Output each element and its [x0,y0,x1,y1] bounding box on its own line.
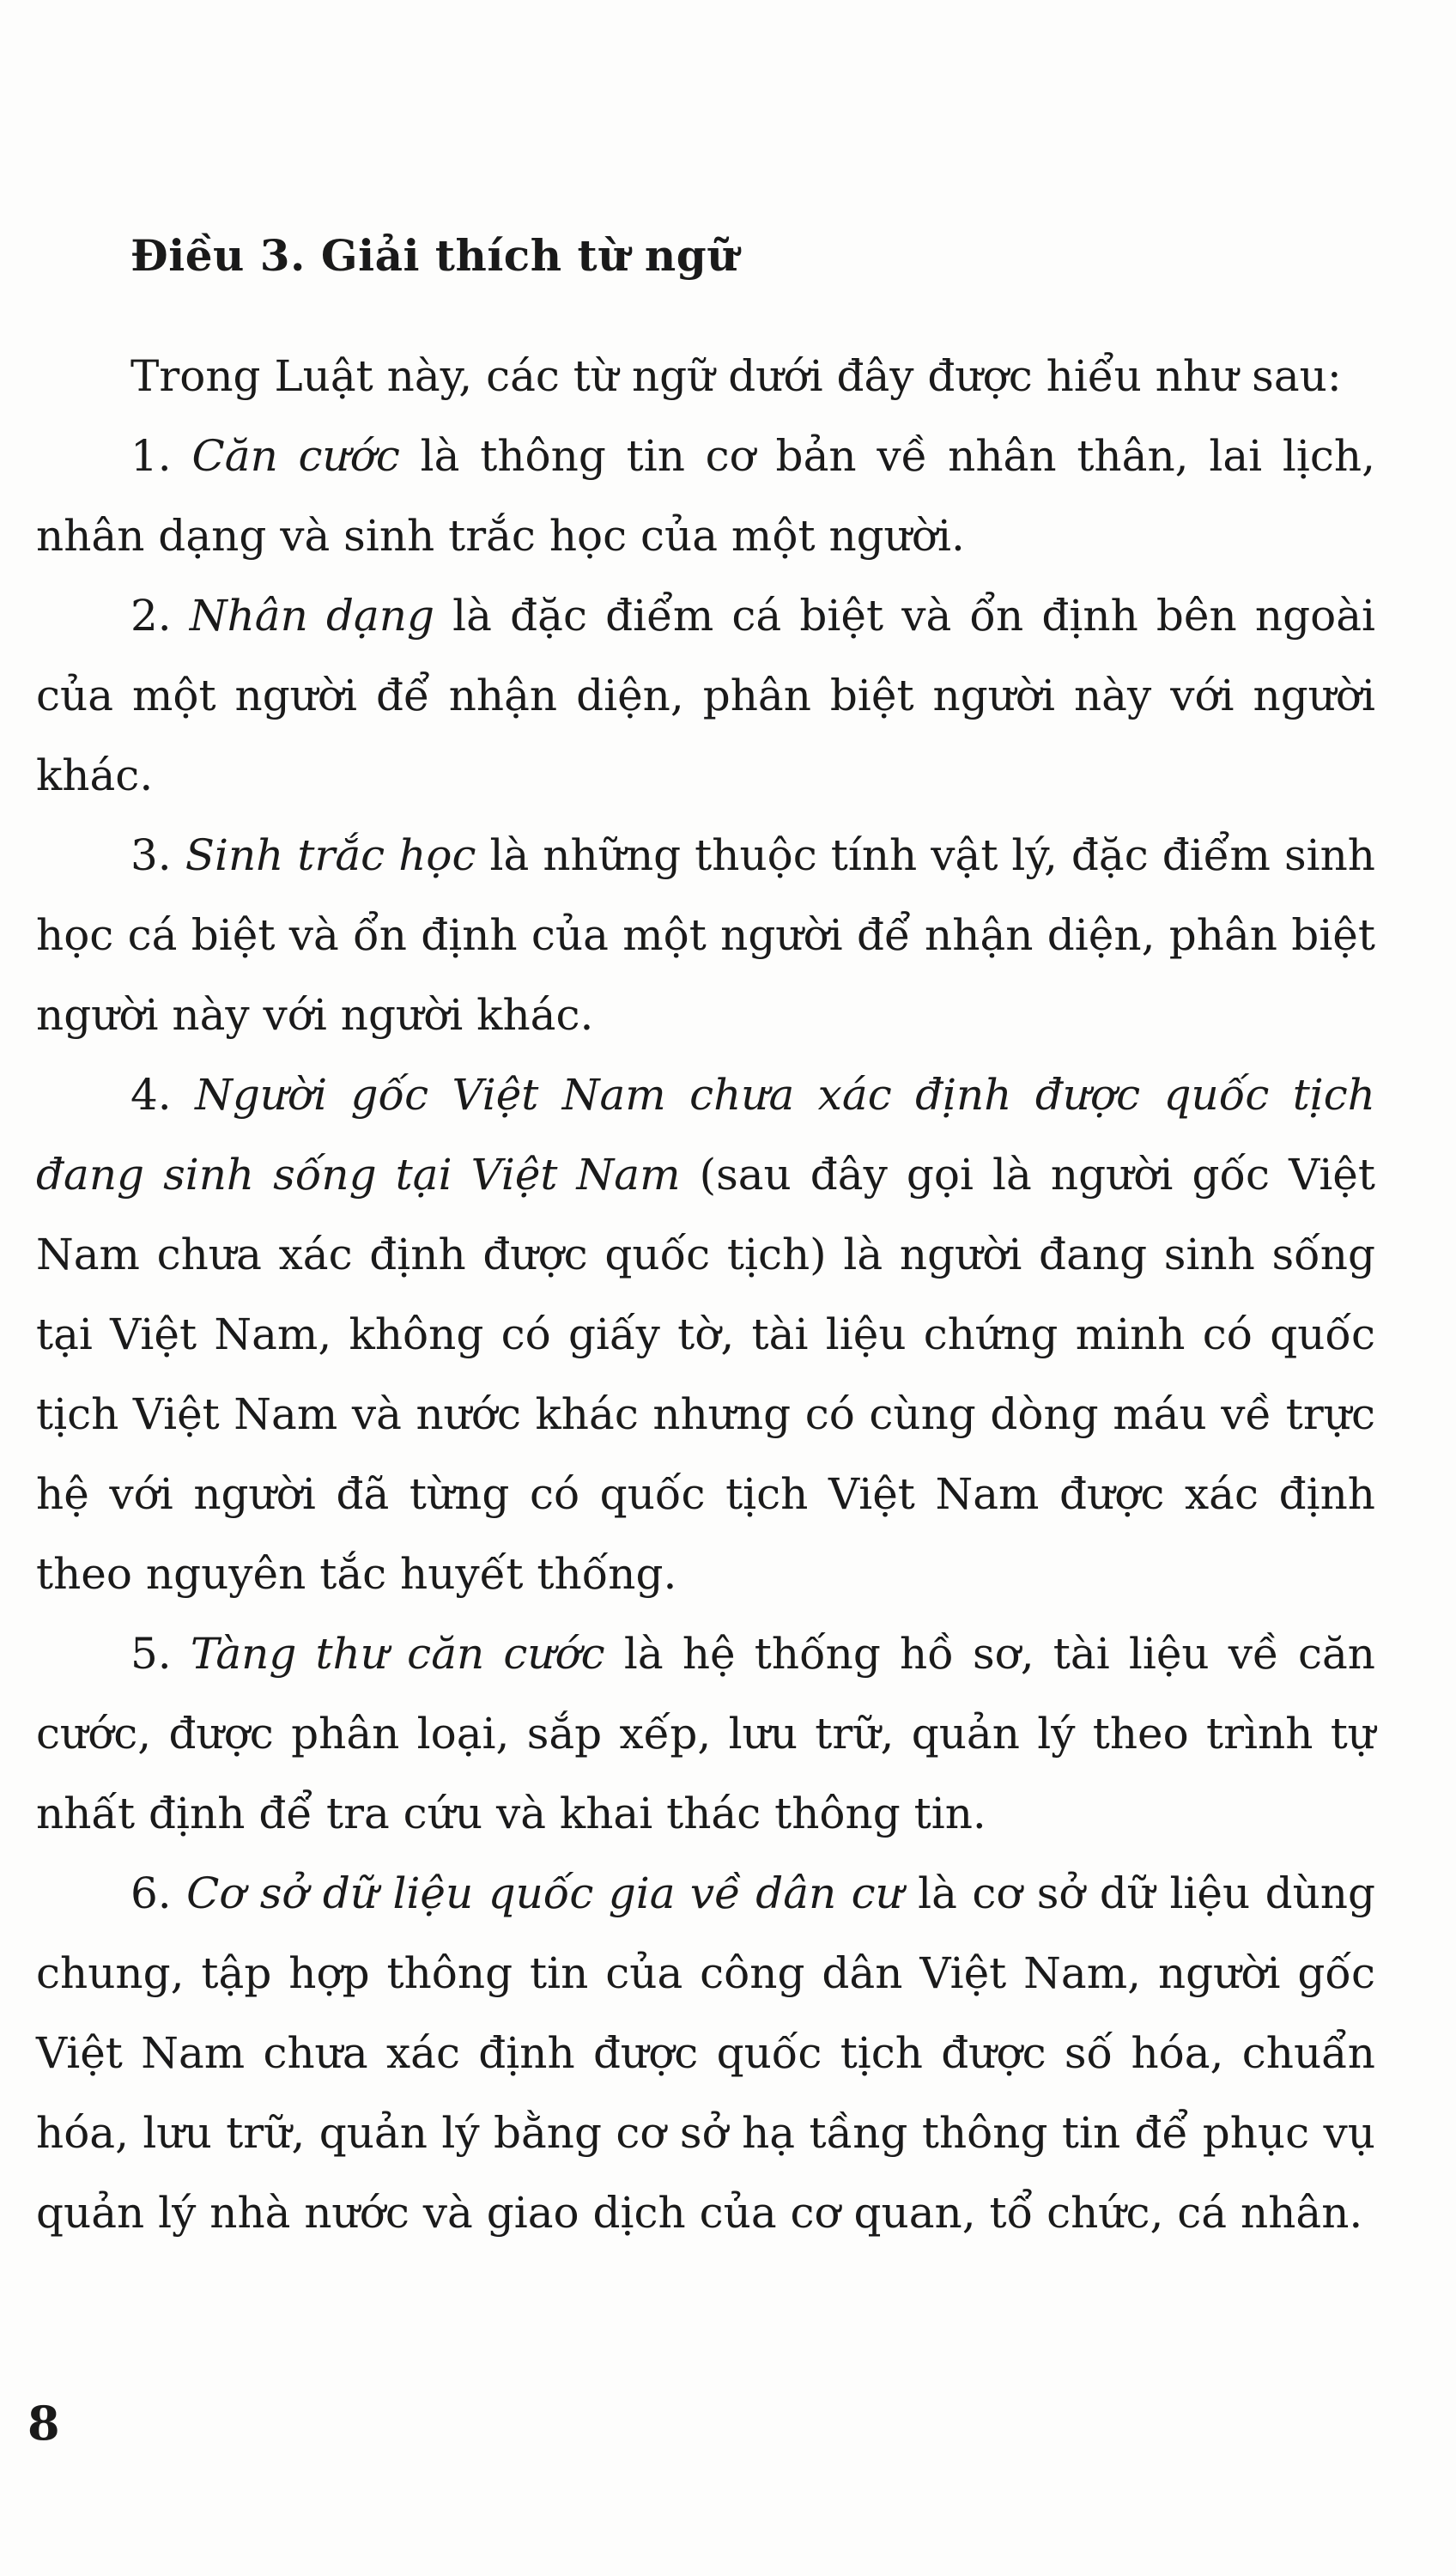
definition-number: 3. [130,830,185,880]
definition-text: (sau đây gọi là người gốc Việt Nam chưa xác định được quốc tịch) là người đang sinh sống tại Việt Nam, không có giấy tờ, tài liệu chứng minh có quốc tịch Việt Nam và nước khác nhưng có cùng dòng máu về trực hệ với người đã từng có quốc tịch Việt Nam được xác định theo nguyên tắc huyết thống. [36,1150,1375,1599]
definition-number: 2. [130,591,190,641]
definition-term: Người gốc Việt Nam chưa xác định được quốc tịch đang sinh sống tại Việt Nam [36,1070,1375,1200]
definition-5 [36,1614,1375,1854]
definition-term: Cơ sở dữ liệu quốc gia về dân cư [186,1868,903,1918]
definition-number: 4. [130,1070,196,1120]
definition-text: là hệ thống hồ sơ, tài liệu về căn cước, được phân loại, sắp xếp, lưu trữ, quản lý theo trình tự nhất định để tra cứu và khai thác thông tin. [36,1629,1375,1838]
definition-term: Căn cước [191,431,400,481]
article-heading: Điều 3. Giải thích từ ngữ [130,230,739,281]
definition-text: là thông tin cơ bản về nhân thân, lai lịch, nhân dạng và sinh trắc học của một người. [36,431,1375,561]
definition-1 [36,416,1375,576]
definition-term: Nhân dạng [189,591,435,641]
definition-term: Sinh trắc học [185,830,476,880]
article-body [36,337,1375,2253]
definition-term: Tàng thư căn cước [190,1629,605,1679]
definition-number: 1. [130,431,192,481]
definition-3 [36,816,1375,1055]
definition-number: 5. [130,1629,191,1679]
definition-6 [36,1854,1375,2253]
page-number: 8 [27,2396,60,2451]
definition-4 [36,1055,1375,1614]
definition-number: 6. [130,1868,187,1918]
intro-paragraph: Trong Luật này, các từ ngữ dưới đây được hiểu như sau: [130,351,1342,401]
definition-text: là những thuộc tính vật lý, đặc điểm sinh học cá biệt và ổn định của một người để nhận diện, phân biệt người này với người khác. [36,830,1375,1040]
definition-text: là đặc điểm cá biệt và ổn định bên ngoài của một người để nhận diện, phân biệt người này với người khác. [36,591,1375,800]
definition-2 [36,576,1375,816]
definition-text: là cơ sở dữ liệu dùng chung, tập hợp thông tin của công dân Việt Nam, người gốc Việt Nam chưa xác định được quốc tịch được số hóa, chuẩn hóa, lưu trữ, quản lý bằng cơ sở hạ tầng thông tin để phục vụ quản lý nhà nước và giao dịch của cơ quan, tổ chức, cá nhân. [36,1868,1375,2238]
